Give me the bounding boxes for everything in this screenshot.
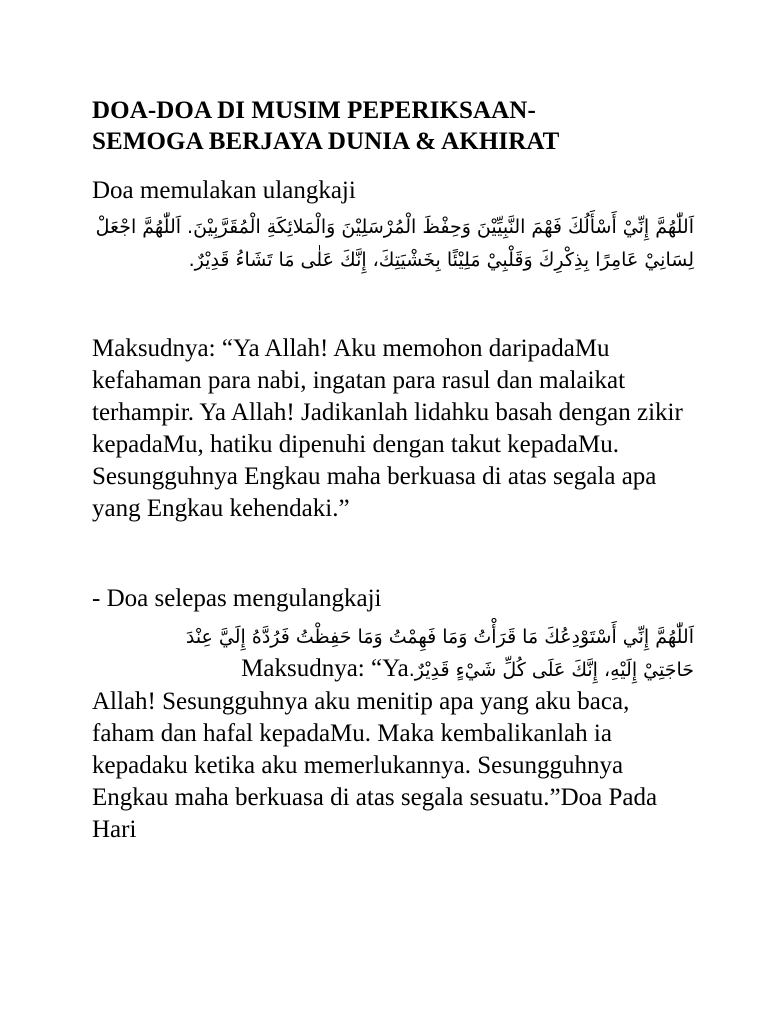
arabic-prayer-start-revision: اَللّٰهُمَّ إِنِّيْ أَسْأَلُكَ فَهْمَ النَّبِيِّيْنَ وَحِفْظَ الْمُرْسَلِيْنَ وَالْمَلائِكَةِ الْمُقَرَّبِيْنَ. اَللّٰهُمَّ اجْعَلْ لِسَانِيْ عَامِرًا بِذِكْرِكَ وَقَلْبِيْ مَلِيْئًا بِخَشْيَتِكَ، إِنَّكَ عَلٰى مَا تَشَاءُ قَدِيْرٌ. [95, 216, 694, 271]
arabic-line-2 [82, 653, 694, 686]
arabic-line-1: اَللّٰهُمَّ إِنِّي أَسْتَوْدِعُكَ مَا قَرَأْتُ وَمَا فَهِمْتُ وَمَا حَفِظْتُ فَرُدَّهُ إِلَيَّ عِنْدَ [185, 626, 694, 648]
section-title-after-revision: - Doa selepas mengulangkaji [92, 585, 382, 612]
arabic-line-2-text: حَاجَتِيْ إِلَيْهِ، إِنَّكَ عَلَى كُلِّ شَيْءٍ قَدِيْرٌ. [408, 659, 694, 681]
document-page [92, 95, 692, 846]
spacer [92, 525, 692, 583]
heading-line-1: DOA-DOA DI MUSIM PEPERIKSAAN- [92, 97, 536, 124]
document-heading [92, 95, 692, 157]
arabic-prayer-after-revision [82, 621, 694, 686]
spacer [92, 277, 692, 333]
translation-start-revision: Maksudnya: “Ya Allah! Aku memohon daripadaMu kefahaman para nabi, ingatan para rasul dan malaikat terhampir. Ya Allah! Jadikanlah lidahku basah dengan zikir kepadaMu, hatiku dipenuhi dengan takut kepadaMu. Sesungguhnya Engkau maha berkuasa di atas segala apa yang Engkau kehendaki.” [92, 335, 683, 522]
translation-inline-start: Maksudnya: “Ya [241, 655, 409, 682]
translation-after-revision: Allah! Sesungguhnya aku menitip apa yang aku baca, faham dan hafal kepadaMu. Maka kembalikanlah ia kepadaku ketika aku memerlukannya. Sesungguhnya Engkau maha berkuasa di atas segala sesuatu.”Doa Pada Hari [92, 688, 658, 843]
heading-line-2: SEMOGA BERJAYA DUNIA & AKHIRAT [92, 128, 560, 155]
section-title-start-revision: Doa memulakan ulangkaji [92, 177, 356, 204]
